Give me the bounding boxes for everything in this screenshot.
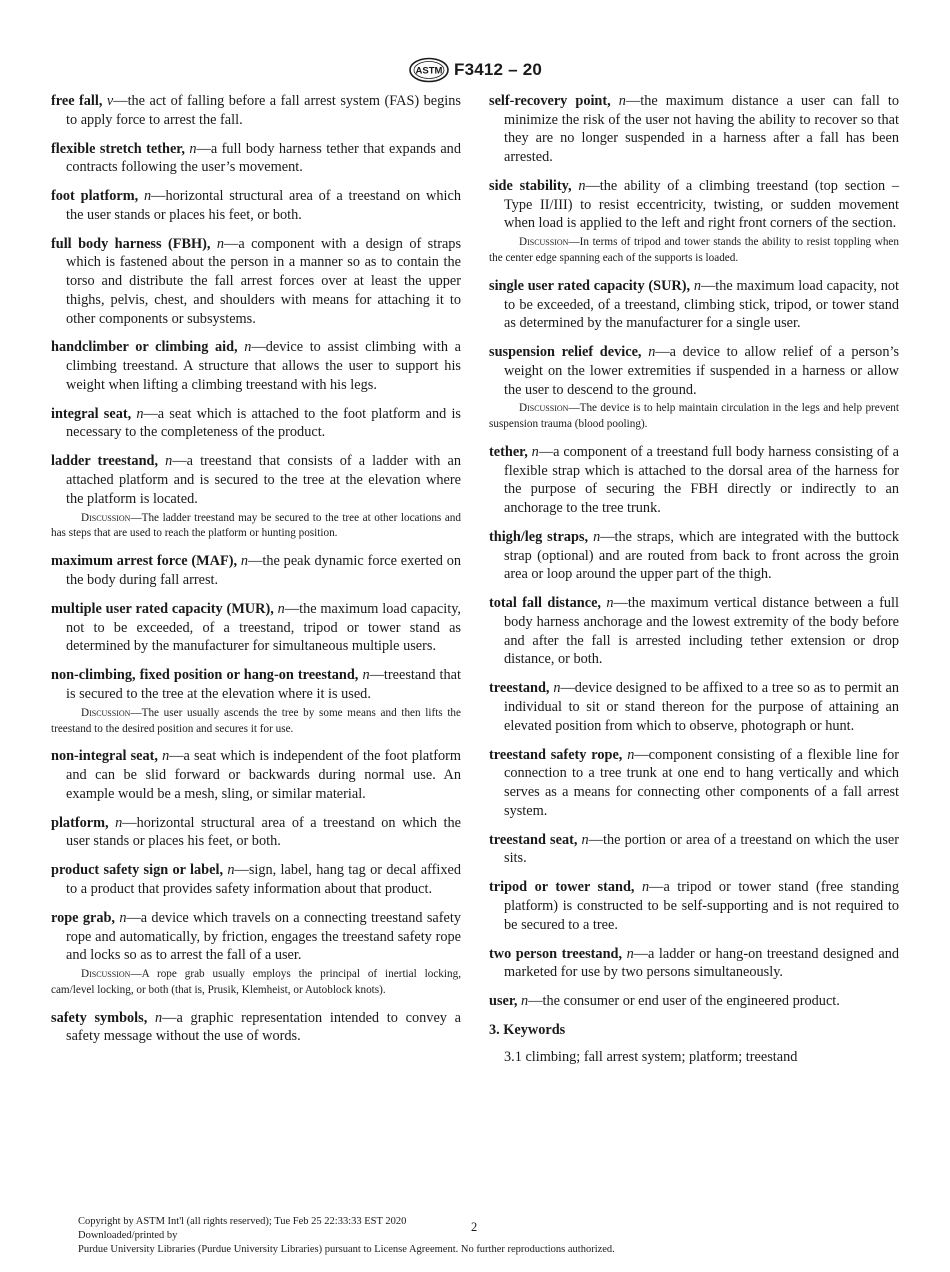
- definition-term: maximum arrest force (MAF),: [51, 553, 238, 570]
- definition-text: —a tripod or tower stand (free standing platform) is constructed to be self-supporting and is not required to be secured to a tree.: [504, 879, 899, 933]
- definition-term: thigh/leg straps,: [489, 529, 589, 546]
- discussion-note: [51, 706, 461, 738]
- definition-entry: [51, 814, 461, 851]
- definition-entry: [489, 992, 899, 1011]
- discussion-text: —In terms of tripod and tower stands the ability to resist toppling when the center edge spanning each of the supports is loaded.: [489, 236, 899, 265]
- definition-entry: [51, 600, 461, 656]
- part-of-speech: n: [165, 453, 173, 470]
- definition-text: —a graphic representation intended to convey a safety message without the use of words.: [66, 1009, 462, 1045]
- definition-entry: [489, 878, 899, 934]
- part-of-speech: n: [578, 178, 586, 194]
- right-entries: [489, 92, 899, 1011]
- part-of-speech: n: [136, 405, 144, 422]
- definition-text: —a device to allow relief of a person’s weight on the lower extremities if suspended in a harness or allow the user to descend to the ground.: [504, 344, 900, 398]
- keywords-heading: 3. Keywords: [489, 1022, 566, 1039]
- definition-text: —the maximum vertical distance between a full body harness anchorage and the lowest extremity of the body before and after the fall is arrested including tether extension or drop distance, or both.: [504, 595, 899, 668]
- definition-text: —a full body harness tether that expands and contracts following the user’s movement.: [66, 140, 461, 176]
- definition-term: treestand safety rope,: [489, 746, 623, 763]
- definition-entry: [51, 92, 461, 129]
- definition-text: —a ladder or hang-on treestand designed and marketed for use by two persons simultaneously.: [504, 945, 899, 981]
- definition-text: —a component of a treestand full body harness consisting of a flexible strap which is attached to the dorsal area of the harness for the purpose of securing the FBH directly or indirectly to an anchorage to the tree trunk.: [504, 444, 899, 517]
- part-of-speech: n: [626, 945, 634, 962]
- part-of-speech: n: [227, 862, 235, 879]
- definition-entry: [51, 187, 461, 224]
- definition-term: handclimber or climbing aid,: [51, 339, 238, 356]
- definition-term: foot platform,: [51, 188, 139, 205]
- definition-text: —device designed to be affixed to a tree so as to permit an individual to sit or stand thereon for the purpose of attaining an elevated position from which to observe, photograph or hunt.: [504, 680, 899, 734]
- part-of-speech: n: [693, 277, 701, 294]
- definition-term: tripod or tower stand,: [489, 879, 635, 896]
- part-of-speech: n: [531, 444, 539, 461]
- definition-text: —sign, label, hang tag or decal affixed to a product that provides safety information about that product.: [66, 862, 462, 897]
- definition-term: safety symbols,: [51, 1009, 148, 1026]
- discussion-note: [51, 511, 461, 543]
- definition-term: two person treestand,: [489, 945, 623, 962]
- part-of-speech: n: [119, 909, 127, 926]
- footer-copyright: Copyright by ASTM Int'l (all rights reserved); Tue Feb 25 22:33:33 EST 2020: [78, 1216, 407, 1227]
- part-of-speech: n: [240, 553, 249, 570]
- definition-text: —device to assist climbing with a climbing treestand. A structure that allows the user to support his weight when lifting a climbing treestand with his legs.: [66, 339, 461, 393]
- discussion-text: —A rope grab usually employs the principal of inertial locking, cam/level locking, or both (that is, Prusik, Klemheist, or Autoblock knots).: [51, 968, 461, 996]
- definition-term: tether,: [489, 444, 528, 461]
- discussion-label: Discussion: [81, 706, 131, 719]
- definition-text: —component consisting of a flexible line for connection to a tree trunk at one end to hang vertically and which serves as a means for connecting other components of a fall arrest system.: [504, 746, 900, 819]
- definition-text: —a seat which is independent of the foot platform and can be slid forward or backwards during normal use. An example would be a mesh, sling, or similar material.: [66, 748, 461, 802]
- definition-text: —the act of falling before a fall arrest system (FAS) begins to apply force to arrest the fall.: [66, 93, 461, 128]
- footer-license: Purdue University Libraries (Purdue University Libraries) pursuant to License Agreement. No further reproductions authorized.: [78, 1244, 615, 1256]
- definition-term: free fall,: [51, 93, 103, 109]
- definition-text: —the maximum load capacity, not to be exceeded, of a treestand, tripod or tower stand as determined by the manufacturer for simultaneous multiple users.: [66, 600, 461, 655]
- definition-term: integral seat,: [51, 405, 132, 422]
- part-of-speech: n: [618, 93, 626, 109]
- left-column: [51, 92, 461, 1056]
- definition-term: treestand seat,: [489, 831, 578, 848]
- definition-text: —a component with a design of straps which is fastened about the person in a manner so as to contain the torso and distribute the fall arrest forces over at least the upper thighs, pelvis, chest, and shoulders with means for attaching it to other components or subsystems.: [66, 235, 462, 327]
- definition-entry: [51, 909, 461, 965]
- definition-entry: [489, 528, 899, 584]
- definition-term: product safety sign or label,: [51, 862, 224, 879]
- part-of-speech: n: [277, 600, 285, 617]
- part-of-speech: n: [244, 339, 252, 356]
- definition-entry: [489, 277, 899, 333]
- part-of-speech: n: [216, 235, 225, 252]
- definition-term: user,: [489, 993, 518, 1010]
- definition-term: rope grab,: [51, 909, 116, 926]
- part-of-speech: n: [162, 748, 170, 765]
- discussion-label: Discussion: [81, 968, 131, 981]
- definition-text: —the straps, which are integrated with the buttock strap (optional) and are routed from back to front across the groin area or loop around the upper part of the thigh.: [504, 529, 899, 583]
- definition-term: suspension relief device,: [489, 344, 642, 361]
- discussion-label: Discussion: [519, 236, 569, 249]
- definition-entry: [51, 747, 461, 803]
- definition-text: —the portion or area of a treestand on which the user sits.: [504, 831, 899, 867]
- definition-entry: [489, 945, 899, 982]
- right-column: [489, 92, 899, 1066]
- definition-entry: [489, 92, 899, 167]
- definition-term: full body harness (FBH),: [51, 235, 211, 252]
- definition-entry: [51, 552, 461, 589]
- definition-term: single user rated capacity (SUR),: [489, 277, 691, 294]
- definition-text: —a treestand that consists of a ladder with an attached platform and is secured to the tree at the elevation where the platform is located.: [66, 453, 461, 507]
- definition-entry: [489, 594, 899, 669]
- part-of-speech: n: [641, 879, 650, 896]
- definition-entry: [51, 405, 461, 442]
- part-of-speech: n: [581, 831, 589, 848]
- definition-text: —a device which travels on a connecting treestand safety rope and automatically, by friction, engages the treestand safety rope and locks so as to arrest the fall of a user.: [66, 909, 462, 964]
- definition-text: —horizontal structural area of a treestand on which the user stands or places his feet, or both.: [66, 814, 462, 850]
- definition-term: total fall distance,: [489, 595, 601, 612]
- definition-term: self-recovery point,: [489, 93, 611, 109]
- definition-text: —the consumer or end user of the engineered product.: [528, 993, 840, 1010]
- part-of-speech: n: [648, 344, 656, 361]
- definition-entry: [51, 140, 461, 177]
- part-of-speech: n: [593, 529, 601, 546]
- part-of-speech: n: [144, 188, 152, 205]
- page-footer: [78, 1215, 615, 1258]
- definition-entry: [51, 235, 461, 329]
- footer-downloaded: Downloaded/printed by: [78, 1230, 178, 1242]
- definition-entry: [489, 831, 899, 868]
- definition-text: —treestand that is secured to the tree at the elevation where it is used.: [66, 667, 461, 702]
- definition-entry: [489, 443, 899, 518]
- page-header: [0, 56, 950, 84]
- definition-term: side stability,: [489, 178, 572, 194]
- discussion-text: —The user usually ascends the tree by some means and then lifts the treestand to the desired position and secures it for use.: [51, 706, 461, 735]
- part-of-speech: n: [521, 993, 529, 1010]
- definition-term: platform,: [51, 814, 109, 831]
- discussion-note: [489, 401, 899, 433]
- part-of-speech: n: [553, 680, 561, 697]
- part-of-speech: n: [362, 667, 370, 684]
- definition-term: multiple user rated capacity (MUR),: [51, 600, 274, 617]
- definition-text: —horizontal structural area of a treestand on which the user stands or places his feet, or both.: [66, 188, 461, 223]
- definition-entry: [51, 666, 461, 703]
- discussion-label: Discussion: [519, 402, 569, 415]
- definition-entry: [489, 746, 899, 821]
- part-of-speech: n: [115, 814, 123, 831]
- definition-entry: [489, 177, 899, 233]
- definition-text: —the maximum distance a user can fall to minimize the risk of the user not having the ability to recover so that they are no longer suspended in a harness after a fall has been arrested.: [504, 93, 899, 166]
- part-of-speech: n: [606, 595, 614, 612]
- discussion-text: —The device is to help maintain circulation in the legs and help prevent suspension trauma (blood pooling).: [489, 402, 899, 431]
- part-of-speech: v: [106, 93, 114, 109]
- definition-text: —a seat which is attached to the foot platform and is necessary to the completeness of the product.: [66, 405, 461, 441]
- page-number: 2: [471, 1220, 478, 1234]
- definition-term: non-integral seat,: [51, 748, 158, 765]
- part-of-speech: n: [155, 1009, 163, 1026]
- discussion-note: [51, 967, 461, 999]
- part-of-speech: n: [189, 140, 197, 157]
- definition-entry: [489, 679, 899, 735]
- definition-term: ladder treestand,: [51, 453, 159, 470]
- definition-text: —the ability of a climbing treestand (top section – Type II/III) to resist eccentricity, twisting, or sudden movement when load is applied to the left and right front corners of the section.: [504, 178, 899, 232]
- definition-entry: [51, 338, 461, 394]
- document-id: F3412 – 20: [453, 60, 542, 79]
- astm-logo-icon: [408, 57, 450, 83]
- definition-text: —the peak dynamic force exerted on the body during fall arrest.: [66, 553, 462, 588]
- definition-text: —the maximum load capacity, not to be exceeded, of a treestand, climbing stick, tripod, or tower stand as determined by the manufacturer for a single user.: [504, 277, 899, 332]
- astm-logo-text: ASTM: [415, 65, 443, 77]
- definition-entry: [489, 343, 899, 399]
- definition-term: non-climbing, fixed position or hang-on treestand,: [51, 667, 359, 684]
- discussion-label: Discussion: [81, 511, 131, 524]
- keywords-text: 3.1 climbing; fall arrest system; platform; treestand: [504, 1048, 798, 1065]
- discussion-note: [489, 235, 899, 267]
- definition-term: treestand,: [489, 680, 550, 697]
- definition-term: flexible stretch tether,: [51, 140, 185, 157]
- discussion-text: —The ladder treestand may be secured to the tree at other locations and has steps that are used to reach the platform or hunting position.: [51, 511, 461, 540]
- definition-entry: [51, 861, 461, 898]
- definition-entry: [51, 452, 461, 508]
- part-of-speech: n: [627, 746, 635, 763]
- definition-entry: [51, 1009, 461, 1046]
